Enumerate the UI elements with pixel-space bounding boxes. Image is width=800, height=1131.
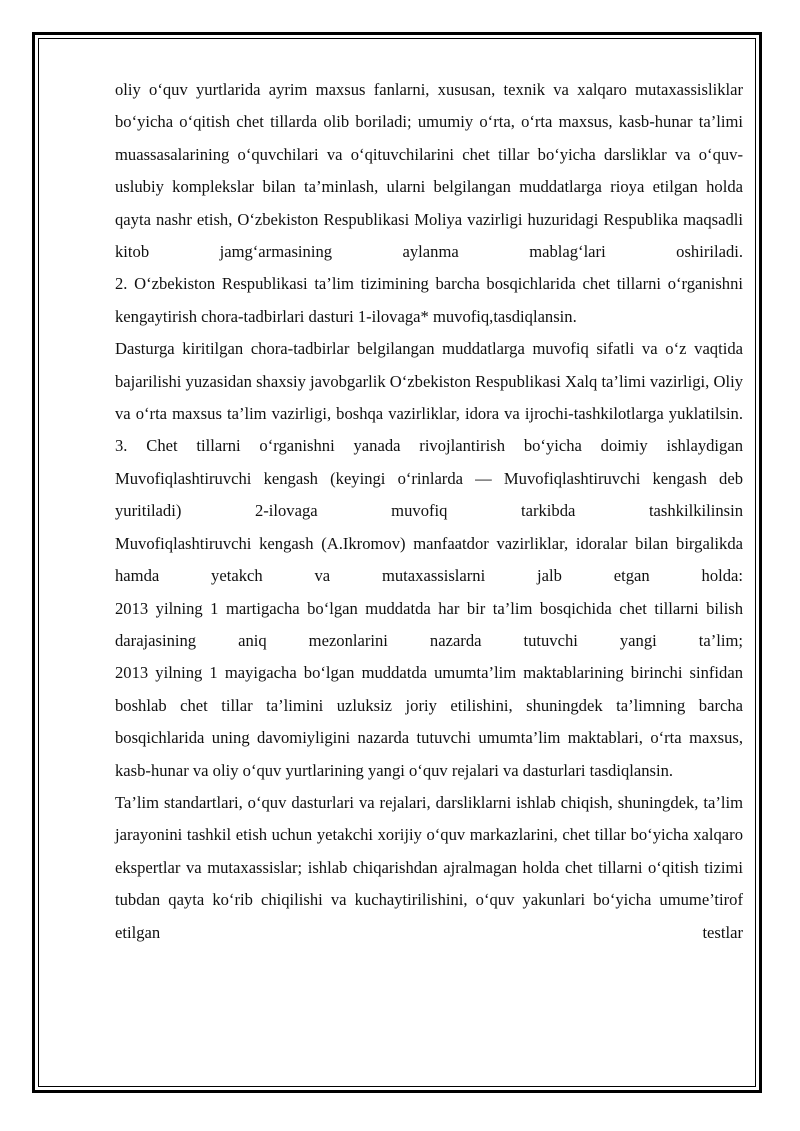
document-body [115,74,743,949]
paragraph-8: Ta’lim standartlari, o‘quv dasturlari va rejalari, darsliklarni ishlab chiqish, shuningdek, ta’lim jarayonini tashkil etish uchun yetakchi xorijiy o‘quv markazlarini, chet tillar bo‘yicha xalqaro ekspertlar va mutaxassislar; ishlab chiqarishdan ajralmagan holda chet tillarni o‘qitish tizimi tubdan qayta ko‘rib chiqilishi va kuchaytirilishini, o‘quv yakunlari bo‘yicha umume’tirof etilgan testlar [115,792,743,942]
paragraph-7: 2013 yilning 1 mayigacha bo‘lgan muddatda umumta’lim maktablarining birinchi sinfidan boshlab chet tillar ta’limini uzluksiz joriy etilishini, shuningdek ta’limning barcha bosqichlarida uning davomiyligini nazarda tutuvchi umumta’lim maktablari, o‘rta maxsus, kasb-hunar va oliy o‘quv yurtlarining yangi o‘quv rejalari va dasturlari tasdiqlansin. [115,663,743,780]
paragraph-5: Muvofiqlashtiruvchi kengash (A.Ikromov) manfaatdor vazirliklar, idoralar bilan birgalikda hamda yetakch va mutaxassislarni jalb etgan holda: [115,533,743,586]
paragraph-4: 3. Chet tillarni o‘rganishni yanada rivojlantirish bo‘yicha doimiy ishlaydigan Muvofiqlashtiruvchi kengash (keyingi o‘rinlarda — Muvofiqlashtiruvchi kengash deb yuritiladi) 2-ilovaga muvofiq tarkibda tashkilkilinsin [115,436,743,521]
paragraph-1: oliy o‘quv yurtlarida ayrim maxsus fanlarni, xususan, texnik va xalqaro mutaxassisliklar bo‘yicha o‘qitish chet tillarda olib boriladi; umumiy o‘rta, o‘rta maxsus, kasb-hunar ta’limi muassasalarining o‘quvchilari va o‘qituvchilarini chet tillar bo‘yicha darsliklar va o‘quv-uslubiy komplekslar bilan ta’minlash, ularni belgilangan muddatlarga rioya etilgan holda qayta nashr etish, O‘zbekiston Respublikasi Moliya vazirligi huzuridagi Respublika maqsadli kitob jamg‘armasining aylanma mablag‘lari oshiriladi. [115,80,743,262]
paragraph-6: 2013 yilning 1 martigacha bo‘lgan muddatda har bir ta’lim bosqichida chet tillarni bilish darajasining aniq mezonlarini nazarda tutuvchi yangi ta’lim; [115,598,743,650]
paragraph-2: 2. O‘zbekiston Respublikasi ta’lim tizimining barcha bosqichlarida chet tillarni o‘rganishni kengaytirish chora-tadbirlari dasturi 1-ilovaga* muvofiq,tasdiqlansin. [115,274,743,326]
paragraph-3: Dasturga kiritilgan chora-tadbirlar belgilangan muddatlarga muvofiq sifatli va o‘z vaqtida bajarilishi yuzasidan shaxsiy javobgarlik O‘zbekiston Respublikasi Xalq ta’limi vazirligi, Oliy va o‘rta maxsus ta’lim vazirligi, boshqa vazirliklar, idora va ijrochi-tashkilotlarga yuklatilsin. [115,339,743,424]
